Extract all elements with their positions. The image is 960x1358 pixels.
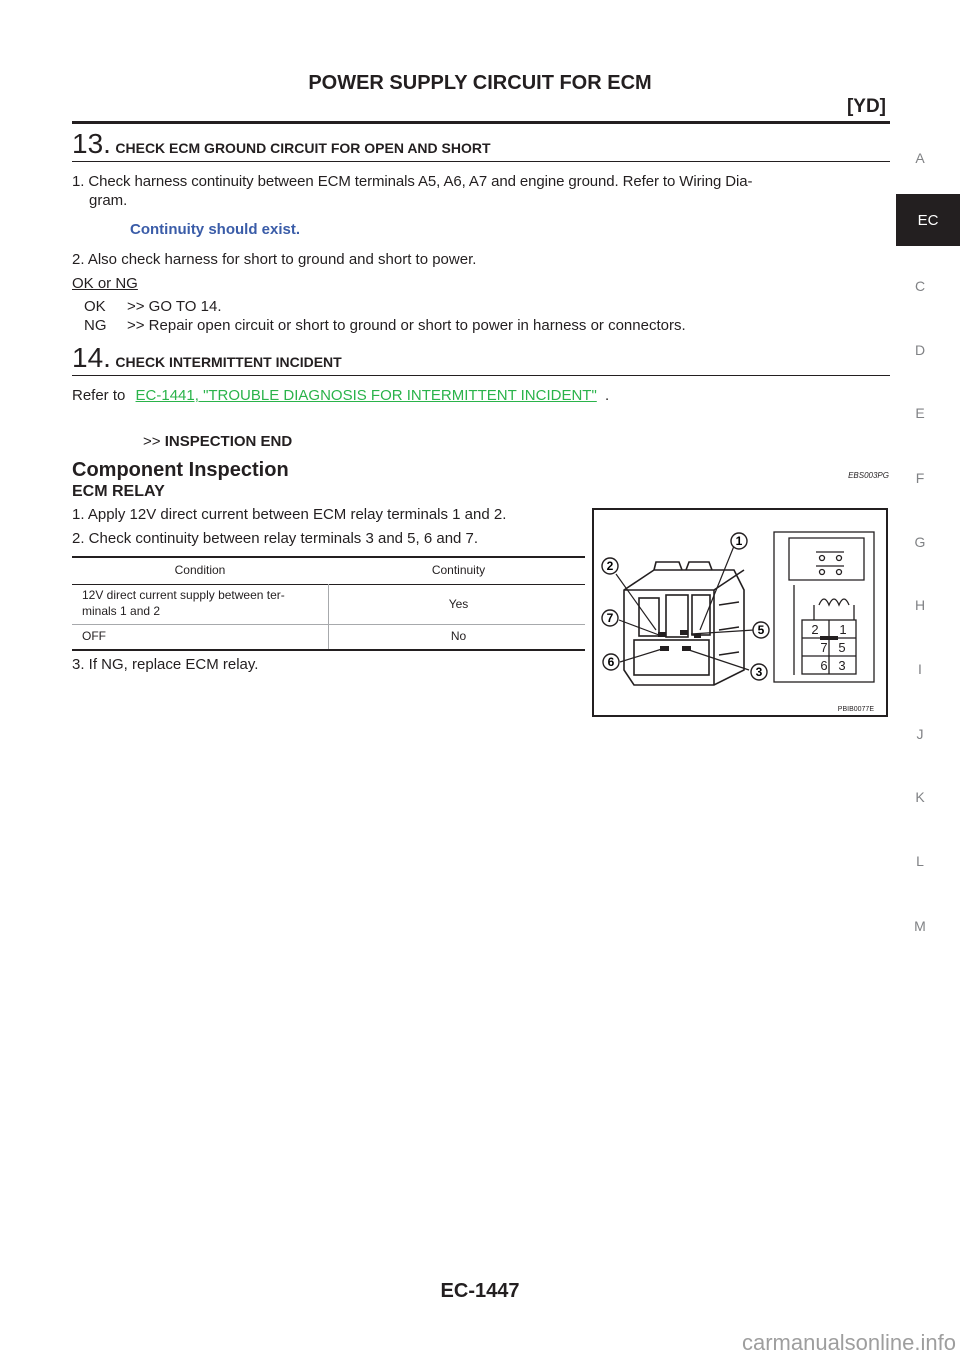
end-arrow: >> [143,433,161,450]
side-index-j[interactable]: J [916,726,924,742]
table-row-1-condition-line-2: minals 1 and 2 [82,604,161,618]
intermittent-incident-link[interactable]: EC-1441, "TROUBLE DIAGNOSIS FOR INTERMITTENT INCIDENT" [135,387,597,404]
table-row-1-continuity: Yes [448,597,469,611]
table-row-1-condition-line-1: 12V direct current supply between ter- [82,588,285,602]
side-index-h[interactable]: H [914,597,926,613]
step-14-title: CHECK INTERMITTENT INCIDENT [115,354,342,370]
refer-line [72,386,609,405]
step-13-number: 13. [72,128,111,159]
ecm-relay-subtitle: ECM RELAY [72,483,165,500]
inspection-end [143,432,292,451]
terminal-1: 1 [839,622,847,637]
step-13-item-2: 2. Also check harness for short to ground and short to power. [72,251,477,268]
step-13-title: CHECK ECM GROUND CIRCUIT FOR OPEN AND SHORT [115,140,491,156]
table-row-2-condition: OFF [82,629,106,643]
step-14-number: 14. [72,342,111,373]
table-header-continuity: Continuity [431,563,486,577]
side-index-g[interactable]: G [914,534,926,550]
side-index-m[interactable]: M [914,918,926,934]
table-row-2-continuity: No [450,629,467,643]
side-index-d[interactable]: D [914,342,926,358]
callout-5-label: 5 [757,623,765,637]
callout-6-label: 6 [607,655,615,669]
header-rule [72,121,890,124]
callout-1-label: 1 [735,534,743,548]
relay-connector-body [624,562,744,685]
relay-figure [592,508,888,717]
terminal-7: 7 [820,640,828,655]
side-index-k[interactable]: K [915,789,925,805]
relay-step-1: 1. Apply 12V direct current between ECM relay terminals 1 and 2. [72,506,507,523]
step-13-item-1: 1. Check harness continuity between ECM terminals A5, A6, A7 and engine ground. Refer to Wiring Dia- [72,173,753,190]
terminal-2: 2 [811,622,819,637]
side-index-c[interactable]: C [914,278,926,294]
relay-step-3: 3. If NG, replace ECM relay. [72,656,259,673]
side-index-i[interactable]: I [918,661,922,677]
side-index-e[interactable]: E [915,405,925,421]
relay-step-2: 2. Check continuity between relay terminals 3 and 5, 6 and 7. [72,530,479,547]
component-inspection-title: Component Inspection [72,459,289,481]
page-number: EC-1447 [440,1280,520,1302]
step-13-item-1-cont: gram. [89,192,128,209]
relay-illustration [594,510,886,715]
ok-ng-label: OK or NG [72,275,138,292]
engine-code: [YD] [846,96,886,117]
ok-action: >> GO TO 14. [127,298,222,315]
callout-2-label: 2 [606,559,614,573]
side-index-a[interactable]: A [915,150,925,166]
figure-code: PBIB0077E [837,706,874,713]
watermark: carmanualsonline.info [741,1330,956,1355]
callout-7-label: 7 [606,611,614,625]
side-index-ec-active[interactable]: EC [896,194,960,246]
step-13-heading [72,128,491,160]
callout-leaders [616,546,754,670]
step-13-rule [72,161,890,162]
refer-suffix: . [604,387,610,404]
table-column-divider [328,584,329,649]
page-title: POWER SUPPLY CIRCUIT FOR ECM [308,72,652,94]
table-bottom-rule [72,649,585,651]
step-14-heading [72,342,342,374]
inspection-end-text: INSPECTION END [164,433,293,450]
terminal-5: 5 [838,640,846,655]
side-index-f[interactable]: F [915,470,925,486]
section-code: EBS003PG [848,471,889,480]
terminal-3: 3 [838,658,846,673]
continuity-spec: Continuity should exist. [130,221,301,238]
terminal-6: 6 [820,658,828,673]
side-index-l[interactable]: L [916,853,924,869]
ng-code: NG [84,317,107,334]
step-14-rule [72,375,890,376]
callout-3-label: 3 [755,665,763,679]
ng-action: >> Repair open circuit or short to ground or short to power in harness or connectors. [127,317,686,334]
table-top-rule [72,556,585,558]
ok-code: OK [84,298,106,315]
refer-prefix: Refer to [72,387,126,404]
table-header-condition: Condition [174,563,226,577]
